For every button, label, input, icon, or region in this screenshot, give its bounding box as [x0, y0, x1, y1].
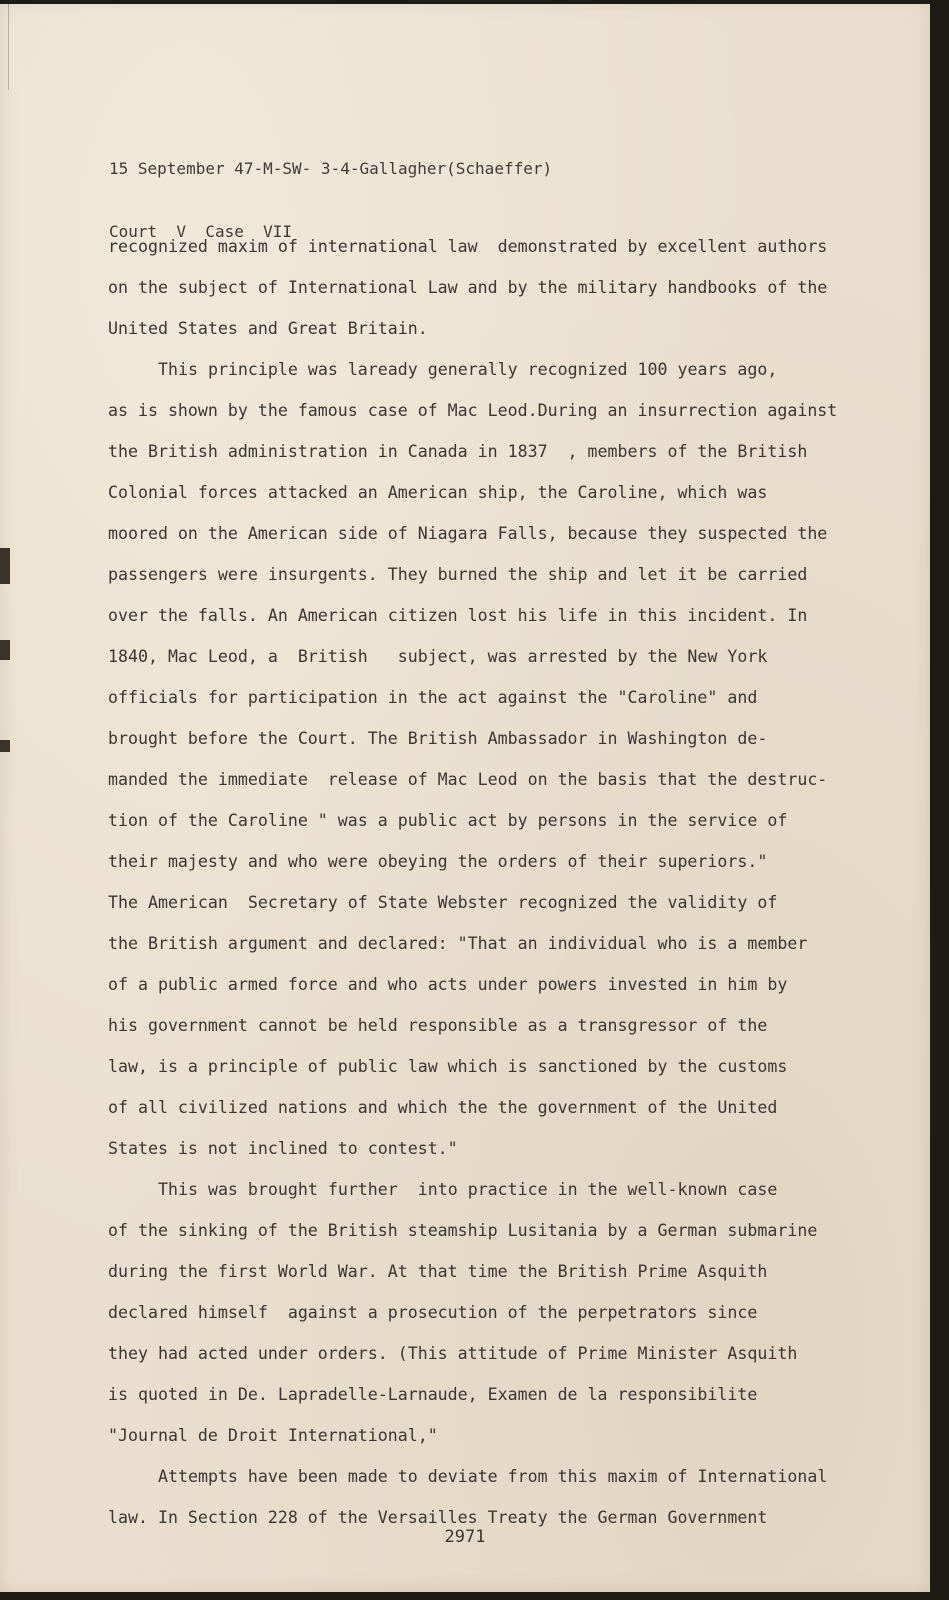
- text-line: recognized maxim of international law demonstrated by excellent authors: [108, 237, 828, 256]
- text-line: United States and Great Britain.: [108, 319, 428, 338]
- text-line: officials for participation in the act against the "Caroline" and: [108, 688, 758, 707]
- paragraph-start-line: This principle was laready generally recognized 100 years ago,: [158, 360, 778, 379]
- header-line-court-case: Court V Case VII: [109, 222, 293, 241]
- text-line: of the sinking of the British steamship Lusitania by a German submarine: [108, 1221, 818, 1240]
- page-number: 2971: [444, 1527, 486, 1547]
- text-line: law, is a principle of public law which is sanctioned by the customs: [108, 1057, 788, 1076]
- text-line: "Journal de Droit International,": [108, 1426, 438, 1445]
- text-line: moored on the American side of Niagara Falls, because they suspected the: [108, 524, 828, 543]
- text-line: manded the immediate release of Mac Leod on the basis that the destruc-: [108, 770, 828, 789]
- text-line: their majesty and who were obeying the orders of their superiors.": [108, 852, 768, 871]
- text-line: his government cannot be held responsible as a transgressor of the: [108, 1016, 768, 1035]
- text-line: on the subject of International Law and by the military handbooks of the: [108, 278, 828, 297]
- header-line-date-reference: 15 September 47-M-SW- 3-4-Gallagher(Schaeffer): [109, 159, 553, 178]
- paper-fold-line: [8, 0, 9, 90]
- text-line: of a public armed force and who acts under powers invested in him by: [108, 975, 788, 994]
- text-line: during the first World War. At that time the British Prime Asquith: [108, 1262, 768, 1281]
- text-line: of all civilized nations and which the the government of the United: [108, 1098, 778, 1117]
- paragraph-start-line: This was brought further into practice in the well-known case: [158, 1180, 778, 1199]
- text-line: is quoted in De. Lapradelle-Larnaude, Examen de la responsibilite: [108, 1385, 758, 1404]
- text-line: law. In Section 228 of the Versailles Treaty the German Government: [108, 1508, 768, 1527]
- text-line: States is not inclined to contest.": [108, 1139, 458, 1158]
- binding-mark: [0, 548, 10, 584]
- document-body: [108, 233, 858, 1545]
- text-line: tion of the Caroline " was a public act by persons in the service of: [108, 811, 788, 830]
- text-line: The American Secretary of State Webster recognized the validity of: [108, 893, 778, 912]
- text-line: as is shown by the famous case of Mac Leod.During an insurrection against: [108, 401, 838, 420]
- text-line: declared himself against a prosecution of the perpetrators since: [108, 1303, 758, 1322]
- text-line: they had acted under orders. (This attitude of Prime Minister Asquith: [108, 1344, 798, 1363]
- binding-mark: [0, 640, 10, 660]
- text-line: passengers were insurgents. They burned the ship and let it be carried: [108, 565, 808, 584]
- text-line: brought before the Court. The British Ambassador in Washington de-: [108, 729, 768, 748]
- text-line: 1840, Mac Leod, a British subject, was arrested by the New York: [108, 647, 768, 666]
- text-line: the British administration in Canada in 1837 , members of the British: [108, 442, 808, 461]
- text-line: over the falls. An American citizen lost his life in this incident. In: [108, 606, 808, 625]
- text-line: Colonial forces attacked an American ship, the Caroline, which was: [108, 483, 768, 502]
- scan-border-bottom: [0, 1592, 949, 1600]
- scan-border-top: [0, 0, 949, 4]
- paragraph-start-line: Attempts have been made to deviate from this maxim of International: [158, 1467, 828, 1486]
- binding-mark: [0, 740, 10, 752]
- text-line: the British argument and declared: "That an individual who is a member: [108, 934, 808, 953]
- scan-border-right: [930, 0, 949, 1600]
